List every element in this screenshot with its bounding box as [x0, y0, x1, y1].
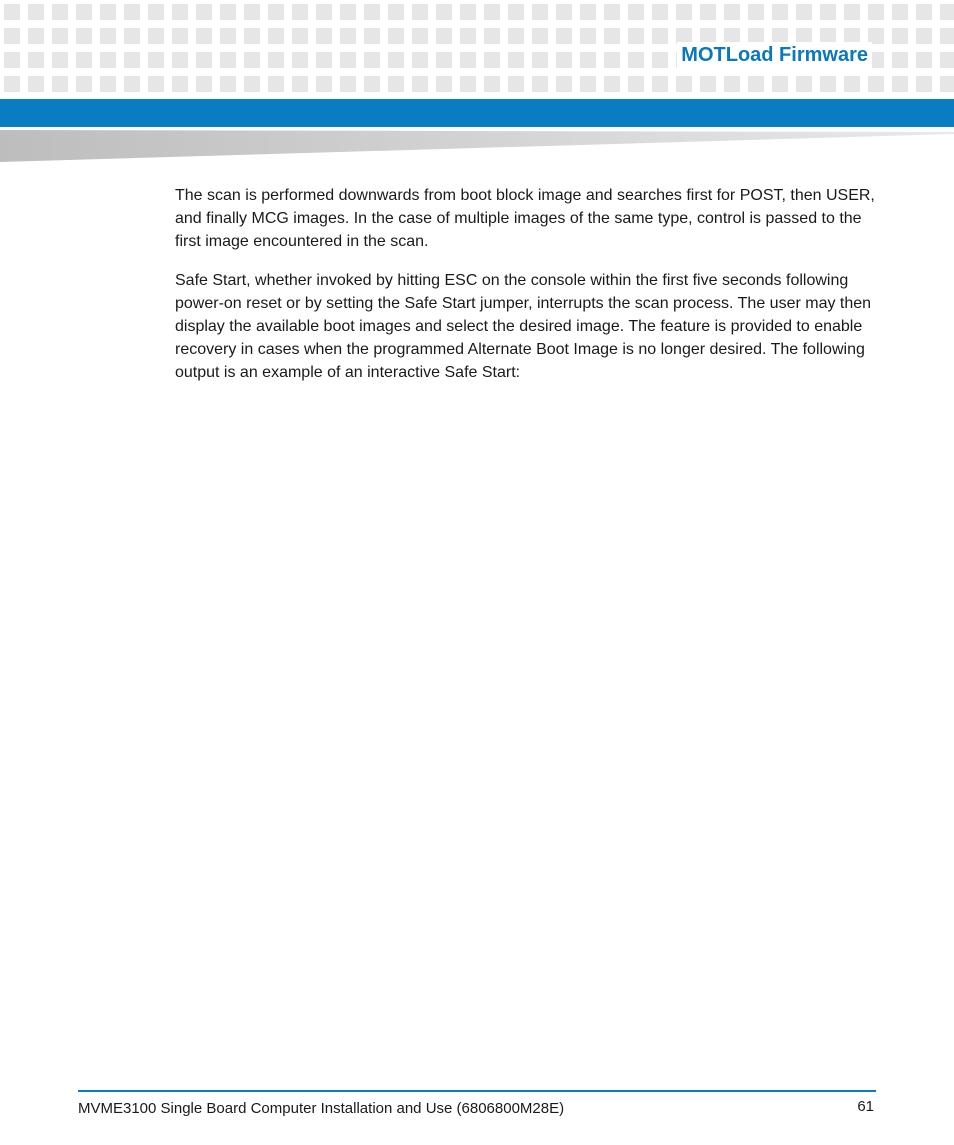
pattern-square [52, 4, 68, 20]
pattern-square [148, 52, 164, 68]
pattern-square [340, 76, 356, 92]
pattern-square [412, 76, 428, 92]
pattern-square [532, 76, 548, 92]
pattern-square [172, 28, 188, 44]
paragraph-scan-order: The scan is performed downwards from boot block image and searches first for POST, then USER, and finally MCG images. In the case of multiple images of the same type, control is passed to the first image encountered in the scan. [175, 187, 875, 250]
pattern-square [388, 76, 404, 92]
pattern-square [772, 4, 788, 20]
pattern-square [436, 52, 452, 68]
pattern-square [28, 52, 44, 68]
pattern-square [412, 28, 428, 44]
pattern-square [316, 28, 332, 44]
pattern-square [604, 52, 620, 68]
pattern-square [460, 52, 476, 68]
pattern-square [484, 52, 500, 68]
pattern-square [28, 76, 44, 92]
pattern-square [292, 76, 308, 92]
pattern-square [844, 4, 860, 20]
pattern-square [244, 28, 260, 44]
pattern-square [628, 76, 644, 92]
pattern-square [892, 4, 908, 20]
pattern-square [436, 28, 452, 44]
pattern-square [916, 52, 932, 68]
pattern-square [244, 76, 260, 92]
pattern-square [196, 4, 212, 20]
pattern-square [676, 76, 692, 92]
pattern-square [556, 4, 572, 20]
pattern-square [220, 52, 236, 68]
pattern-square [100, 76, 116, 92]
pattern-square [196, 28, 212, 44]
pattern-square [268, 28, 284, 44]
pattern-square [412, 4, 428, 20]
pattern-square [724, 4, 740, 20]
pattern-square [76, 76, 92, 92]
pattern-square [460, 4, 476, 20]
pattern-square [628, 4, 644, 20]
pattern-square [124, 4, 140, 20]
pattern-square [628, 52, 644, 68]
pattern-square [412, 52, 428, 68]
pattern-square [892, 76, 908, 92]
pattern-square [124, 28, 140, 44]
pattern-square [652, 52, 668, 68]
section-title: MOTLoad Firmware [677, 42, 872, 68]
pattern-square [364, 52, 380, 68]
pattern-square [100, 52, 116, 68]
pattern-square [652, 76, 668, 92]
pattern-square [220, 76, 236, 92]
pattern-square [52, 52, 68, 68]
pattern-square [364, 76, 380, 92]
pattern-square [556, 76, 572, 92]
pattern-square [76, 52, 92, 68]
pattern-square [244, 4, 260, 20]
pattern-square [436, 76, 452, 92]
pattern-square [892, 52, 908, 68]
pattern-square [844, 76, 860, 92]
pattern-square [196, 52, 212, 68]
pattern-square [604, 4, 620, 20]
pattern-square [100, 28, 116, 44]
pattern-square [268, 52, 284, 68]
pattern-square [748, 76, 764, 92]
pattern-square [436, 4, 452, 20]
pattern-square [868, 4, 884, 20]
pattern-square [532, 28, 548, 44]
pattern-square [172, 52, 188, 68]
pattern-square [508, 28, 524, 44]
pattern-square [580, 52, 596, 68]
header-blue-band [0, 99, 954, 127]
pattern-square [52, 76, 68, 92]
pattern-square [340, 4, 356, 20]
footer-document-title: MVME3100 Single Board Computer Installation and Use (6806800M28E) [78, 1100, 565, 1117]
pattern-square [268, 76, 284, 92]
pattern-square [700, 76, 716, 92]
pattern-square [724, 76, 740, 92]
pattern-square [580, 76, 596, 92]
pattern-square [628, 28, 644, 44]
paragraph-safe-start: Safe Start, whether invoked by hitting ESC on the console within the first five seconds following power-on reset or by setting the Safe Start jumper, interrupts the scan process. The user may then display the available boot images and select the desired image. The feature is provided to enable recovery in cases when the programmed Alternate Boot Image is no longer desired. The following output is an example of an interactive Safe Start: [175, 272, 872, 381]
pattern-square [124, 76, 140, 92]
footer-rule [78, 1090, 876, 1092]
pattern-square [124, 52, 140, 68]
pattern-square [460, 28, 476, 44]
pattern-square [508, 52, 524, 68]
pattern-square [52, 28, 68, 44]
pattern-square [700, 4, 716, 20]
pattern-square [4, 52, 20, 68]
pattern-square [484, 4, 500, 20]
pattern-square [388, 52, 404, 68]
pattern-square [172, 76, 188, 92]
pattern-square [652, 4, 668, 20]
pattern-square [916, 4, 932, 20]
header-grey-wedge [0, 130, 954, 164]
pattern-square [364, 28, 380, 44]
pattern-square [940, 28, 954, 44]
pattern-square [76, 28, 92, 44]
pattern-square [28, 4, 44, 20]
pattern-square [508, 4, 524, 20]
pattern-square [4, 28, 20, 44]
pattern-square [508, 76, 524, 92]
pattern-square [76, 4, 92, 20]
pattern-square [916, 28, 932, 44]
pattern-square [316, 4, 332, 20]
pattern-square [388, 4, 404, 20]
pattern-square [652, 28, 668, 44]
body-text [175, 184, 875, 400]
pattern-square [100, 4, 116, 20]
pattern-square [604, 76, 620, 92]
pattern-square [556, 28, 572, 44]
pattern-square [268, 4, 284, 20]
pattern-square [676, 4, 692, 20]
pattern-square [316, 52, 332, 68]
page-number: 61 [857, 1098, 874, 1115]
pattern-square [772, 76, 788, 92]
pattern-square [748, 4, 764, 20]
pattern-square [892, 28, 908, 44]
pattern-square [460, 76, 476, 92]
pattern-square [820, 76, 836, 92]
pattern-square [604, 28, 620, 44]
pattern-square [580, 4, 596, 20]
pattern-square [244, 52, 260, 68]
pattern-square [388, 28, 404, 44]
pattern-square [172, 4, 188, 20]
pattern-square [532, 52, 548, 68]
pattern-square [292, 4, 308, 20]
pattern-square [220, 28, 236, 44]
pattern-square [820, 4, 836, 20]
pattern-square [4, 4, 20, 20]
pattern-square [940, 4, 954, 20]
pattern-square [868, 76, 884, 92]
pattern-square [148, 28, 164, 44]
pattern-square [4, 76, 20, 92]
pattern-square [484, 76, 500, 92]
pattern-square [28, 28, 44, 44]
pattern-square [196, 76, 212, 92]
pattern-square [220, 4, 236, 20]
pattern-square [148, 76, 164, 92]
pattern-square [148, 4, 164, 20]
pattern-square [364, 4, 380, 20]
pattern-square [340, 28, 356, 44]
pattern-square [316, 76, 332, 92]
pattern-square [940, 76, 954, 92]
pattern-square [580, 28, 596, 44]
pattern-square [916, 76, 932, 92]
pattern-square [340, 52, 356, 68]
pattern-square [292, 28, 308, 44]
pattern-square [484, 28, 500, 44]
pattern-square [796, 4, 812, 20]
pattern-square [796, 76, 812, 92]
pattern-square [940, 52, 954, 68]
pattern-square [292, 52, 308, 68]
pattern-square [556, 52, 572, 68]
pattern-square [532, 4, 548, 20]
